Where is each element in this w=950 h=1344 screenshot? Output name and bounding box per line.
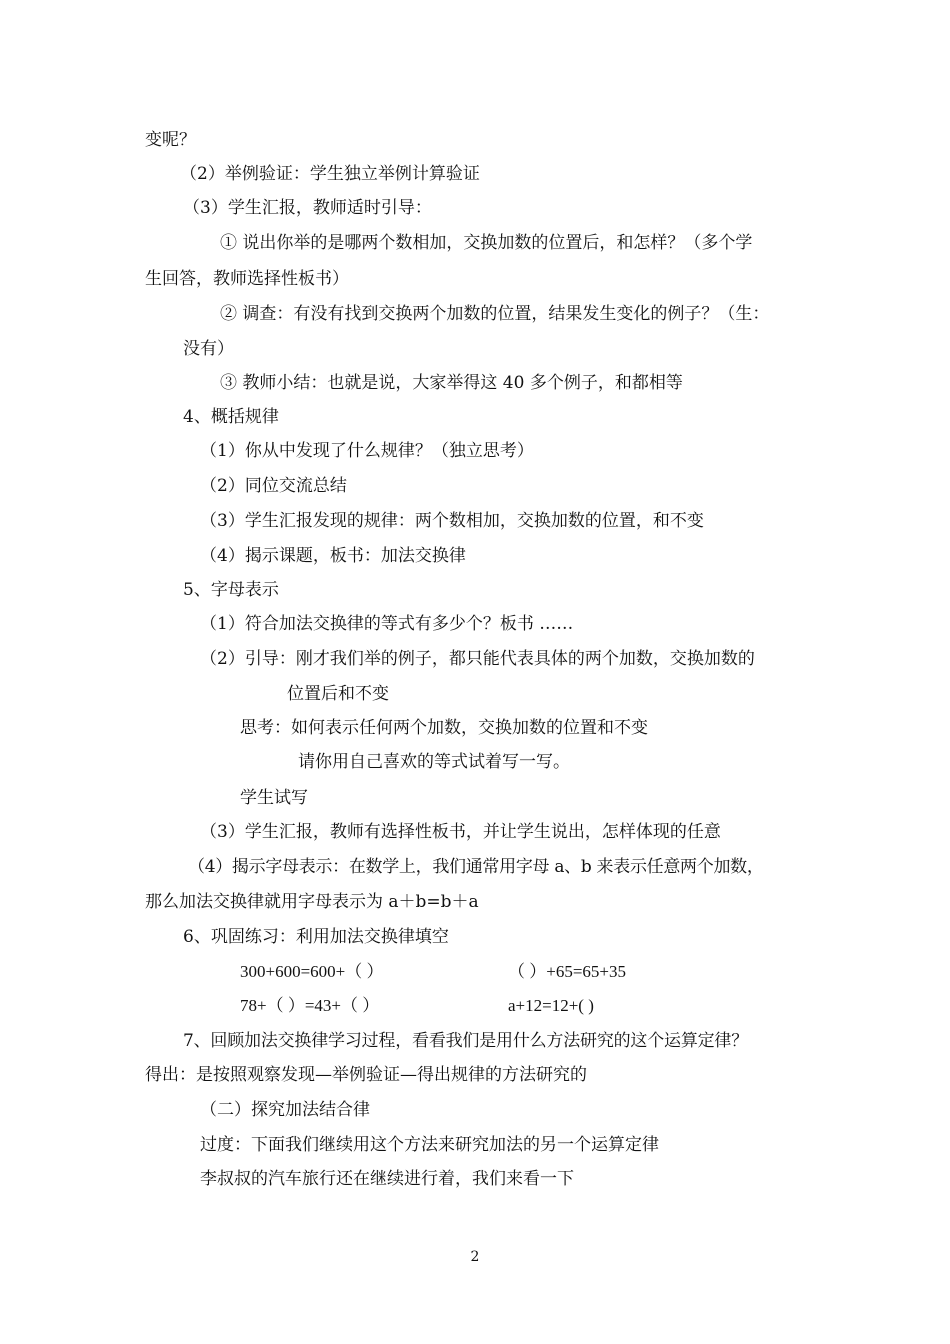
- section-heading: 5、字母表示: [183, 580, 279, 600]
- text-line: 没有）: [183, 339, 234, 359]
- text-line: （3）学生汇报，教师有选择性板书，并让学生说出，怎样体现的任意: [200, 822, 721, 842]
- section-heading: （二）探究加法结合律: [200, 1100, 370, 1120]
- text-line: （2）举例验证：学生独立举例计算验证: [180, 164, 480, 184]
- section-heading: 7、回顾加法交换律学习过程，看看我们是用什么方法研究的这个运算定律？: [183, 1031, 749, 1051]
- exercise-item: （ ）+65=65+35: [508, 962, 627, 981]
- text-line: 生回答，教师选择性板书）: [145, 269, 349, 289]
- section-heading: 6、巩固练习：利用加法交换律填空: [183, 927, 449, 947]
- exercise-item: 78+（ ）=43+（ ）: [240, 996, 380, 1015]
- text-line: （1）你从中发现了什么规律？（独立思考）: [200, 441, 534, 461]
- exercise-item: 300+600=600+（ ）: [240, 962, 384, 981]
- text-line: 学生试写: [240, 788, 308, 808]
- text-line: 位置后和不变: [287, 684, 389, 704]
- section-heading: 4、概括规律: [183, 407, 279, 427]
- text-line: （4）揭示字母表示：在数学上，我们通常用字母 a、b 来表示任意两个加数，: [188, 857, 764, 877]
- text-line: （3）学生汇报发现的规律：两个数相加，交换加数的位置，和不变: [200, 511, 704, 531]
- exercise-item: a+12=12+( ): [508, 996, 594, 1015]
- text-line: （2）引导：刚才我们举的例子，都只能代表具体的两个加数，交换加数的: [200, 649, 755, 669]
- text-line: 请你用自己喜欢的等式试着写一写。: [298, 752, 570, 772]
- text-line: （1）符合加法交换律的等式有多少个？板书 ……: [200, 614, 574, 634]
- page-number: 2: [470, 1249, 480, 1265]
- text-line: 那么加法交换律就用字母表示为 a＋b=b＋a: [145, 892, 479, 912]
- text-line: （3）学生汇报，教师适时引导：: [183, 198, 432, 218]
- text-line: （2）同位交流总结: [200, 476, 347, 496]
- text-line: （4）揭示课题，板书：加法交换律: [200, 546, 466, 566]
- text-line: ③ 教师小结：也就是说，大家举得这 40 多个例子，和都相等: [220, 373, 683, 393]
- text-line: 变呢？: [145, 130, 196, 150]
- text-line: 过度：下面我们继续用这个方法来研究加法的另一个运算定律: [200, 1135, 659, 1155]
- text-line: 思考：如何表示任何两个加数，交换加数的位置和不变: [240, 718, 648, 738]
- text-line: ① 说出你举的是哪两个数相加，交换加数的位置后，和怎样？（多个学: [220, 233, 753, 253]
- text-line: 李叔叔的汽车旅行还在继续进行着，我们来看一下: [200, 1169, 574, 1189]
- text-line: ② 调查：有没有找到交换两个加数的位置，结果发生变化的例子？（生：: [220, 304, 770, 324]
- text-line: 得出：是按照观察发现—举例验证—得出规律的方法研究的: [145, 1065, 587, 1085]
